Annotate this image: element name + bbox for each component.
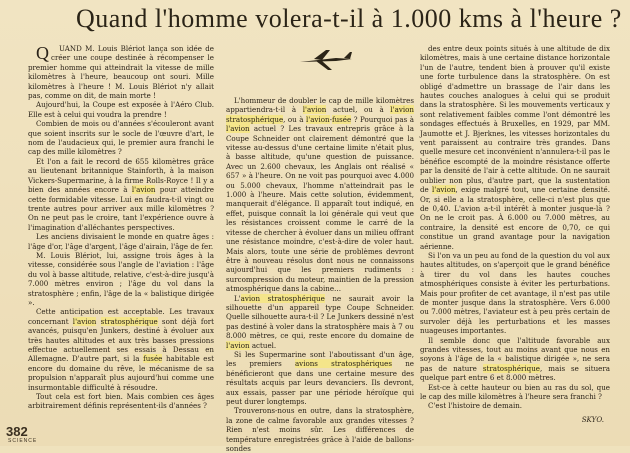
column-2: [226, 96, 414, 453]
paragraph: des entre deux points situés à une altitude de dix kilomètres, mais à une certaine distance horizontale l'un de l'autre, tendent bien à prouver qu'il existe une forte turbulence dans la stratosphère. On est obligé d'admettre un brassage de l'air dans les hautes couches analogues à celui qui se produit dans la stratosphère. Si les mouvements verticaux y sont relativement faibles comme l'ont démontré les sondages effectués à Bruxelles, en 1929, par MM. Jaumotte et J. Bjerknes, les vitesses horizontales du vent paraissent au contraire très grandes. Dans quelle mesure cet inconvénient n'annulera-t-il pas le bénéfice escompté de la moindre résistance offerte par la densité de l'air à cette altitude. On ne saurait oublier non plus, d'autre part, que la sustentation de l'avion, exige malgré tout, une certaine densité. Or, si elle a la stratosphère, celle-ci n'est plus que de 0,40. L'avion a-t-il intérêt à monter jusque-là ? On ne le croit pas. À 6.000 ou 7.000 mètres, au contraire, la densité est encore de 0,70, ce qui constitue un grand avantage pour la navigation aérienne.: [420, 44, 610, 251]
paragraph: C'est l'histoire de demain.: [428, 401, 523, 411]
paragraph: Cette anticipation est acceptable. Les travaux concernant l'avion stratosphérique sont déjà fort avancés, puisqu'en Junkers, destiné à évoluer aux très hautes altitudes et aux très basses pressions effectue actuellement ses essais à Dessau en Allemagne. D'autre part, si la fusée habitable est encore du domaine du rêve, le mécanisme de sa propulsion n'apparaît plus aujourd'hui comme une insurmontable difficulté à résoudre.: [28, 307, 214, 392]
column-1: [28, 44, 214, 411]
paragraph: Il semble donc que l'altitude favorable aux grandes vitesses, tout au moins avant que nous en soyons à l'âge de la « balistique dirigée », ne sera pas de nature stratosphérique, mais se situera quelque part entre 6 et 8.000 mètres.: [420, 335, 610, 383]
paragraph: Si les Supermarine sont l'aboutissant d'un âge, les premiers avions stratosphériques ne bénéficieront que dans une certaine mesure des résultats acquis par leurs devanciers. Ils devront, aux essais, passer par une période héroïque qui peut durer longtemps.: [226, 349, 414, 406]
paragraph: Et l'on a fait le record de 655 kilomètres grâce au lieutenant britannique Stainforth, à la maison Vickers-Supermarine, à la firme Rolls-Royce ! Il y a bien des années encore à l'avion pour atteindre cette formidable vitesse. Lui en faudra-t-il vingt ou trente autres pour arriver aux mille kilomètres ? On ne peut pas le croire, tant l'expérience ouvre à l'imagination d'alléchantes perspectives.: [28, 156, 214, 232]
paragraph: Trouverons-nous en outre, dans la stratosphère, la zone de calme favorable aux grandes vitesses ? Rien n'est moins sûr. Les différences de température enregistrées grâce à l'aide de ballons-sondes: [226, 406, 414, 453]
magazine-name: SCIENCE: [8, 438, 38, 444]
airplane-illustration: [296, 46, 356, 74]
column-3: [420, 44, 610, 424]
paragraph: Q UAND M. Louis Blériot lança son idée de créer une coupe destinée à récompenser le premier homme qui atteindrait la vitesse de mille kilomètres à l'heure, beaucoup ont souri. Mille kilomètres à l'heure ! M. Louis Blériot n'y allait pas, comme on dit, de main morte !: [28, 43, 214, 101]
page-number: 382: [6, 424, 28, 439]
author-signature: SKYO.: [581, 414, 604, 424]
paragraph: L'hommeur de doubler le cap de mille kilomètres appartiendra-t-il à l'avion actuel, ou à l'avion stratosphérique, ou à l'avion-fusée ? Pourquoi pas à l'avion actuel ? Les travaux entrepris grâce à la Coupe Schneider ont clairement démontré que la vitesse au-dessus d'une certaine limite n'était plus, à basse altitude, qu'une question de puissance. Avec un 2.600 chevaux, les Anglais ont réalisé « 657 » à l'heure. On ne voit pas pourquoi avec 4.000 ou 5.000 chevaux, l'homme n'atteindrait pas le 1.000 à l'heure. Mais cette solution, évidemment, manquerait d'élégance. Il apparaît tout indiqué, en effet, puisque connaît la loi générale qui veut que les résistances croissent comme le carré de la vitesse de chercher à évoluer dans un milieu offrant une résistance moindre, c'est-à-dire de voler haut. Mais alors, toute une série de problèmes devront être à nouveau résolus dont nous ne connaissons aujourd'hui que les premiers rudiments : surcompression du moteur, maintien de la pression atmosphérique dans la cabine…: [226, 96, 415, 294]
drop-cap: Q: [36, 43, 49, 63]
paragraph: L'avion stratosphérique ne saurait avoir la silhouette d'un appareil type Coupe Schneider. Quelle silhouette aura-t-il ? Le Junkers dessiné n'est pas destiné à voler dans la stratosphère mais à 7 ou 8.000 mètres, ce qui, reste encore du domaine de l'avion actuel.: [226, 293, 414, 350]
paragraph: Les anciens divisaient le monde en quatre âges : l'âge d'or, l'âge d'argent, l'âge d'airain, l'âge de fer.: [28, 232, 214, 251]
paragraph: Tout cela est fort bien. Mais combien ces âges arbitrairement définis représentent-ils d'années ?: [28, 392, 214, 411]
paragraph: Combien de mois ou d'années s'écouleront avant que soient inscrits sur le socle de l'œuvre d'art, le nom de l'audacieux qui, le premier aura franchi le cap des mille kilomètres ?: [28, 119, 214, 157]
paragraph: Aujourd'hui, la Coupe est exposée à l'Aéro Club. Elle est à celui qui voudra la prendre !: [28, 100, 214, 119]
paragraph: Est-ce à cette hauteur ou bien au ras du sol, que le cap des mille kilomètres à l'heure sera franchi ?: [420, 382, 610, 402]
paragraph: Si l'on va un peu au fond de la question du vol aux hautes altitudes, on s'aperçoit que le grand bénéfice à tirer du vol dans les hautes couches atmosphériques consiste à éviter les perturbations. Mais pour profiter de cet avantage, il n'est pas utile de monter jusque dans la stratosphère. Vers 6.000 ou 7.000 mètres, l'aviateur est à peu près certain de survoler déjà les perturbations et les masses nuageuses importantes.: [420, 250, 610, 336]
paragraph: M. Louis Blériot, lui, assigne trois âges à la vitesse, considérée sous l'angle de l'aviation : l'âge du vol à basse altitude, relative, c'est-à-dire jusqu'à 7.000 mètres environ ; l'âge du vol dans la stratosphère ; enfin, l'âge de la « balistique dirigée ».: [28, 250, 214, 307]
article-title: Quand l'homme volera-t-il à 1.000 kms à l'heure ?: [76, 4, 622, 33]
